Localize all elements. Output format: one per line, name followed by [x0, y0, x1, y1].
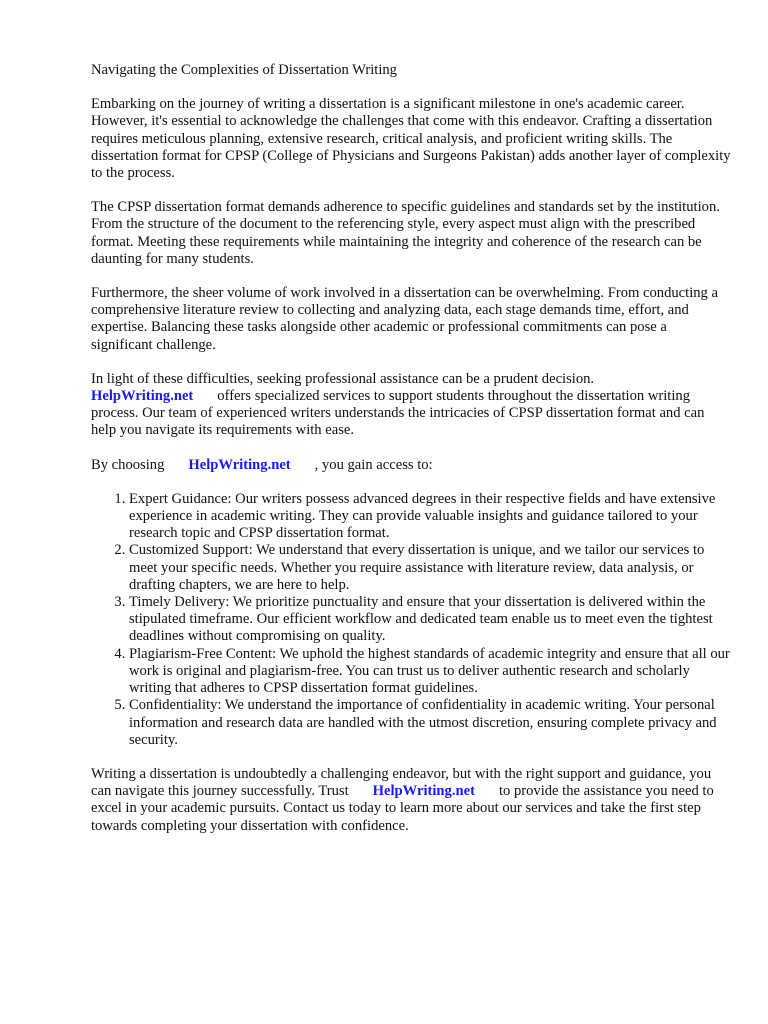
paragraph-choosing-text-end: , you gain access to: — [314, 456, 433, 473]
list-item: 4. Plagiarism-Free Content: We uphold the highest standards of academic integrity and ensure that all our work is original and plagiarism-free. You can trust us to deliver authentic research and scholarly writing that adheres to CPSP dissertation format guidelines. — [129, 646, 731, 698]
paragraph-assistance-text-start: In light of these difficulties, seeking professional assistance can be a prudent decision. — [91, 370, 595, 387]
paragraph-choosing — [91, 457, 731, 474]
paragraph-format: The CPSP dissertation format demands adherence to specific guidelines and standards set by the institution. From the structure of the document to the referencing style, every aspect must align with the prescribed format. Meeting these requirements while maintaining the integrity and coherence of the research can be daunting for many students. — [91, 199, 720, 267]
paragraph-assistance — [91, 371, 731, 440]
list-item: 1. Expert Guidance: Our writers possess advanced degrees in their respective fields and have extensive experience in academic writing. They can provide valuable insights and guidance tailored to your research topic and CPSP dissertation format. — [129, 491, 731, 543]
brand-link[interactable]: HelpWriting.net — [91, 388, 194, 405]
document-title: Navigating the Complexities of Dissertation Writing — [91, 62, 397, 78]
brand-link[interactable]: HelpWriting.net — [188, 456, 291, 473]
benefits-list — [91, 491, 731, 749]
list-item: 2. Customized Support: We understand that every dissertation is unique, and we tailor our services to meet your specific needs. Whether you require assistance with literature review, data analysis, or drafting chapters, we are here to help. — [129, 542, 731, 594]
paragraph-conclusion-text-end: to provide the assistance you need to excel in your academic pursuits. Contact us today to learn more about our services and take the first step towards completing your dissertation with confidence. — [91, 783, 714, 834]
list-item: 5. Confidentiality: We understand the importance of confidentiality in academic writing. Your personal information and research data are handled with the utmost discretion, ensuring complete privacy and security. — [129, 697, 731, 749]
list-item: 3. Timely Delivery: We prioritize punctuality and ensure that your dissertation is delivered within the stipulated timeframe. Our efficient workflow and dedicated team enable us to meet even the tightest deadlines without compromising on quality. — [129, 594, 731, 646]
paragraph-conclusion-text-start: Writing a dissertation is undoubtedly a challenging endeavor, but with the right support and guidance, you can navigate this journey successfully. Trust — [91, 765, 712, 800]
document-page — [91, 62, 731, 852]
paragraph-intro: Embarking on the journey of writing a dissertation is a significant milestone in one's academic career. However, it's essential to acknowledge the challenges that come with this endeavor. Crafting a dissertation requires meticulous planning, extensive research, critical analysis, and proficient writing skills. The dissertation format for CPSP (College of Physicians and Surgeons Pakistan) adds another layer of complexity to the process. — [91, 96, 731, 182]
brand-link[interactable]: HelpWriting.net — [372, 783, 475, 800]
paragraph-workload: Furthermore, the sheer volume of work involved in a dissertation can be overwhelming. From conducting a comprehensive literature review to collecting and analyzing data, each stage demands time, effort, and expertise. Balancing these tasks alongside other academic or professional commitments can pose a significant challenge. — [91, 285, 718, 353]
paragraph-conclusion — [91, 766, 731, 835]
paragraph-choosing-text-start: By choosing — [91, 456, 165, 473]
paragraph-assistance-text-end: offers specialized services to support students throughout the dissertation writing process. Our team of experienced writers understands the intricacies of CPSP dissertation format and can help you navigate its requirements with ease. — [91, 388, 705, 439]
